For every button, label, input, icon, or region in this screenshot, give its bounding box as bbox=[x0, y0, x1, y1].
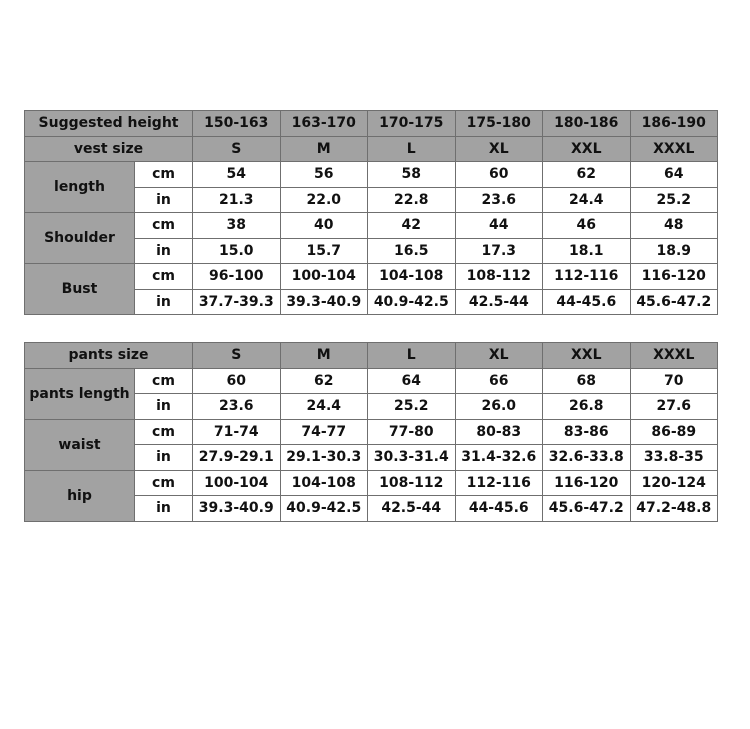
pants-table-body bbox=[25, 343, 718, 522]
value-cell: 58 bbox=[368, 162, 456, 188]
value-cell: 116-120 bbox=[630, 264, 718, 290]
value-cell: 96-100 bbox=[193, 264, 281, 290]
value-cell: 56 bbox=[280, 162, 368, 188]
value-cell: 24.4 bbox=[543, 187, 631, 213]
value-cell: 83-86 bbox=[543, 419, 631, 445]
value-cell: 22.8 bbox=[368, 187, 456, 213]
value-cell: 108-112 bbox=[455, 264, 543, 290]
vest-table-body bbox=[25, 111, 718, 315]
measurement-name-cell: hip bbox=[25, 470, 135, 521]
value-cell: 74-77 bbox=[280, 419, 368, 445]
value-cell: 100-104 bbox=[280, 264, 368, 290]
value-cell: 26.0 bbox=[455, 394, 543, 420]
size-header-cell: XL bbox=[455, 343, 543, 369]
size-header-cell: XXXL bbox=[630, 136, 718, 162]
size-header-cell: XL bbox=[455, 136, 543, 162]
unit-cell: cm bbox=[135, 213, 193, 239]
value-cell: 45.6-47.2 bbox=[630, 289, 718, 315]
measurement-name-cell: Shoulder bbox=[25, 213, 135, 264]
value-cell: 24.4 bbox=[280, 394, 368, 420]
unit-cell: cm bbox=[135, 264, 193, 290]
value-cell: 33.8-35 bbox=[630, 445, 718, 471]
value-cell: 66 bbox=[455, 368, 543, 394]
value-cell: 120-124 bbox=[630, 470, 718, 496]
value-cell: 40.9-42.5 bbox=[368, 289, 456, 315]
height-range-cell: 163-170 bbox=[280, 111, 368, 137]
measurement-name-cell: Bust bbox=[25, 264, 135, 315]
value-cell: 86-89 bbox=[630, 419, 718, 445]
height-range-cell: 150-163 bbox=[193, 111, 281, 137]
unit-cell: in bbox=[135, 238, 193, 264]
value-cell: 48 bbox=[630, 213, 718, 239]
value-cell: 112-116 bbox=[455, 470, 543, 496]
value-cell: 47.2-48.8 bbox=[630, 496, 718, 522]
value-cell: 62 bbox=[280, 368, 368, 394]
value-cell: 22.0 bbox=[280, 187, 368, 213]
value-cell: 44 bbox=[455, 213, 543, 239]
unit-cell: in bbox=[135, 445, 193, 471]
measurement-name-cell: waist bbox=[25, 419, 135, 470]
height-range-cell: 180-186 bbox=[543, 111, 631, 137]
value-cell: 17.3 bbox=[455, 238, 543, 264]
unit-cell: cm bbox=[135, 368, 193, 394]
measurement-name-cell: length bbox=[25, 162, 135, 213]
value-cell: 46 bbox=[543, 213, 631, 239]
value-cell: 39.3-40.9 bbox=[280, 289, 368, 315]
value-cell: 23.6 bbox=[455, 187, 543, 213]
value-cell: 108-112 bbox=[368, 470, 456, 496]
value-cell: 40.9-42.5 bbox=[280, 496, 368, 522]
value-cell: 60 bbox=[455, 162, 543, 188]
height-range-cell: 170-175 bbox=[368, 111, 456, 137]
height-range-cell: 186-190 bbox=[630, 111, 718, 137]
value-cell: 18.1 bbox=[543, 238, 631, 264]
value-cell: 23.6 bbox=[193, 394, 281, 420]
value-cell: 68 bbox=[543, 368, 631, 394]
value-cell: 32.6-33.8 bbox=[543, 445, 631, 471]
value-cell: 27.9-29.1 bbox=[193, 445, 281, 471]
value-cell: 27.6 bbox=[630, 394, 718, 420]
value-cell: 18.9 bbox=[630, 238, 718, 264]
size-row bbox=[25, 343, 718, 369]
unit-cell: in bbox=[135, 394, 193, 420]
value-cell: 80-83 bbox=[455, 419, 543, 445]
size-header-cell: XXL bbox=[543, 136, 631, 162]
value-cell: 21.3 bbox=[193, 187, 281, 213]
measurement-row bbox=[25, 470, 718, 496]
size-header-cell: S bbox=[193, 343, 281, 369]
value-cell: 62 bbox=[543, 162, 631, 188]
size-header-cell: L bbox=[368, 343, 456, 369]
value-cell: 40 bbox=[280, 213, 368, 239]
measurement-row bbox=[25, 419, 718, 445]
value-cell: 112-116 bbox=[543, 264, 631, 290]
value-cell: 116-120 bbox=[543, 470, 631, 496]
size-header-cell: XXL bbox=[543, 343, 631, 369]
size-header-cell: S bbox=[193, 136, 281, 162]
value-cell: 15.7 bbox=[280, 238, 368, 264]
size-header-cell: L bbox=[368, 136, 456, 162]
size-header-cell: M bbox=[280, 136, 368, 162]
value-cell: 64 bbox=[630, 162, 718, 188]
unit-cell: in bbox=[135, 496, 193, 522]
measurement-row bbox=[25, 162, 718, 188]
measurement-row bbox=[25, 213, 718, 239]
value-cell: 38 bbox=[193, 213, 281, 239]
size-label: pants size bbox=[25, 343, 193, 369]
value-cell: 54 bbox=[193, 162, 281, 188]
value-cell: 15.0 bbox=[193, 238, 281, 264]
value-cell: 45.6-47.2 bbox=[543, 496, 631, 522]
unit-cell: in bbox=[135, 289, 193, 315]
unit-cell: in bbox=[135, 187, 193, 213]
suggested-height-row bbox=[25, 111, 718, 137]
value-cell: 104-108 bbox=[368, 264, 456, 290]
height-range-cell: 175-180 bbox=[455, 111, 543, 137]
value-cell: 16.5 bbox=[368, 238, 456, 264]
unit-cell: cm bbox=[135, 470, 193, 496]
value-cell: 42.5-44 bbox=[368, 496, 456, 522]
value-cell: 64 bbox=[368, 368, 456, 394]
value-cell: 25.2 bbox=[630, 187, 718, 213]
value-cell: 71-74 bbox=[193, 419, 281, 445]
value-cell: 44-45.6 bbox=[455, 496, 543, 522]
value-cell: 77-80 bbox=[368, 419, 456, 445]
value-cell: 30.3-31.4 bbox=[368, 445, 456, 471]
size-header-cell: M bbox=[280, 343, 368, 369]
value-cell: 44-45.6 bbox=[543, 289, 631, 315]
value-cell: 37.7-39.3 bbox=[193, 289, 281, 315]
size-header-cell: XXXL bbox=[630, 343, 718, 369]
unit-cell: cm bbox=[135, 419, 193, 445]
value-cell: 39.3-40.9 bbox=[193, 496, 281, 522]
value-cell: 26.8 bbox=[543, 394, 631, 420]
size-row bbox=[25, 136, 718, 162]
unit-cell: cm bbox=[135, 162, 193, 188]
suggested-height-label: Suggested height bbox=[25, 111, 193, 137]
value-cell: 100-104 bbox=[193, 470, 281, 496]
value-cell: 25.2 bbox=[368, 394, 456, 420]
value-cell: 29.1-30.3 bbox=[280, 445, 368, 471]
pants-size-table bbox=[24, 342, 718, 522]
value-cell: 70 bbox=[630, 368, 718, 394]
value-cell: 42.5-44 bbox=[455, 289, 543, 315]
vest-size-table bbox=[24, 110, 718, 315]
measurement-row bbox=[25, 264, 718, 290]
measurement-row bbox=[25, 368, 718, 394]
value-cell: 42 bbox=[368, 213, 456, 239]
value-cell: 60 bbox=[193, 368, 281, 394]
value-cell: 31.4-32.6 bbox=[455, 445, 543, 471]
size-label: vest size bbox=[25, 136, 193, 162]
value-cell: 104-108 bbox=[280, 470, 368, 496]
measurement-name-cell: pants length bbox=[25, 368, 135, 419]
